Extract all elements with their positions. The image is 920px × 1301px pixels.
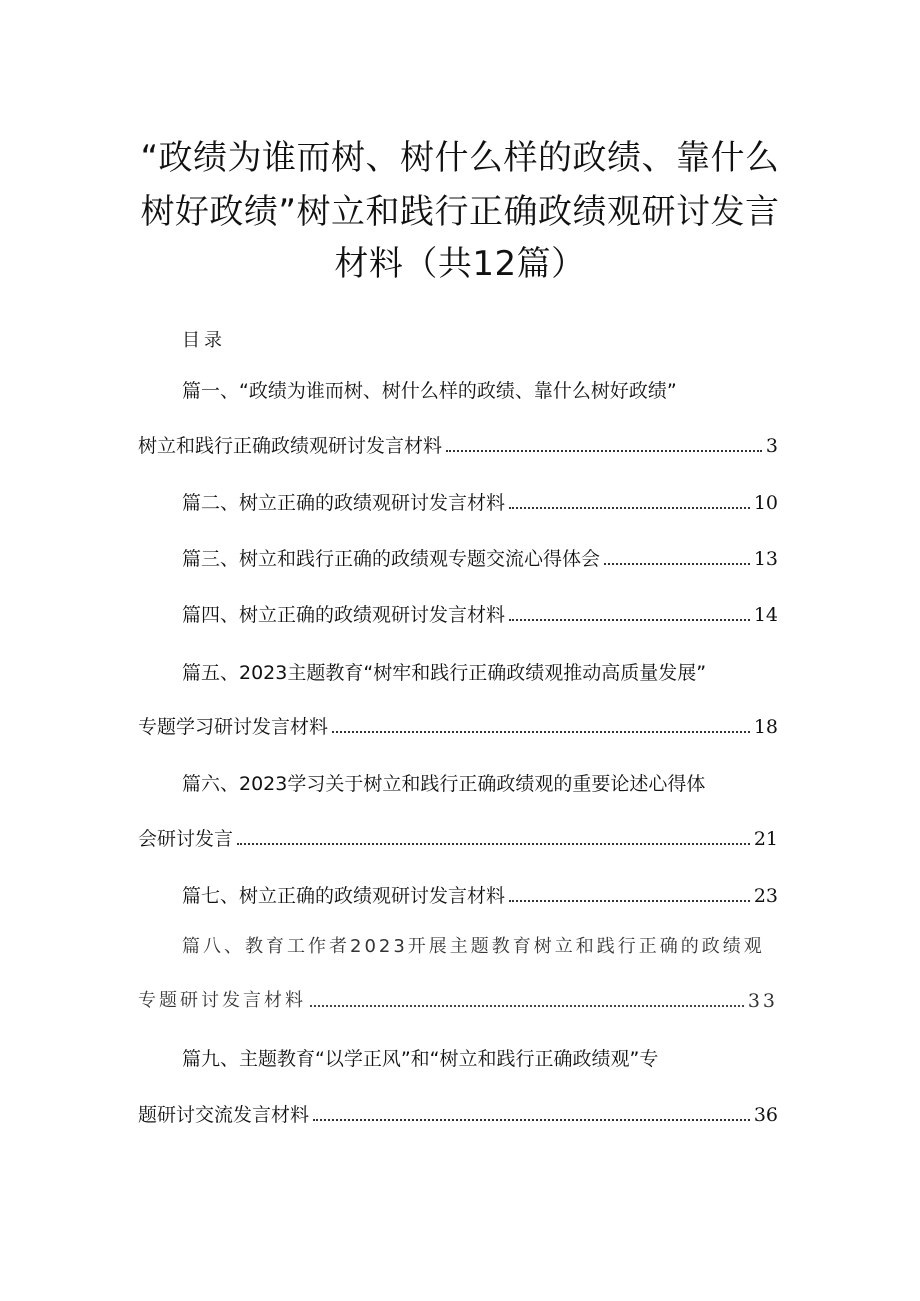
toc-leader-dots [313, 1119, 750, 1121]
toc-item-4-page: 14 [753, 604, 778, 626]
toc-item-2-text: 篇二、树立正确的政绩观研讨发言材料 [182, 492, 506, 514]
toc-item-9-line-2: 题研讨交流发言材料 [138, 1104, 310, 1126]
toc-item-8-line-2: 专题研讨发言材料 [138, 990, 306, 1011]
toc-item-6-line-2: 会研讨发言 [138, 828, 234, 850]
toc-item-8-line-1: 篇八、教育工作者2023开展主题教育树立和践行正确的政绩观 [182, 936, 765, 957]
toc-item-7-text: 篇七、树立正确的政绩观研讨发言材料 [182, 885, 506, 907]
toc-item-8[interactable] [138, 988, 778, 1014]
toc-item-5-line-1: 篇五、2023主题教育“树牢和践行正确政绩观推动高质量发展” [182, 662, 707, 684]
toc-heading: 目录 [182, 330, 226, 351]
toc-leader-dots [310, 1005, 744, 1007]
toc-item-7-page: 23 [753, 885, 778, 907]
toc-item-9-line-1: 篇九、主题教育“以学正风”和“树立和践行正确政绩观”专 [182, 1048, 659, 1070]
toc-item-6-line-1: 篇六、2023学习关于树立和践行正确政绩观的重要论述心得体 [182, 773, 706, 795]
toc-item-9[interactable] [138, 1102, 778, 1128]
document-title-line-1: “政绩为谁而树、树什么样的政绩、靠什么 [140, 138, 780, 178]
toc-item-1-line-2: 树立和践行正确政绩观研讨发言材料 [138, 435, 443, 457]
toc-item-9-page: 36 [753, 1104, 778, 1126]
toc-leader-dots [509, 900, 750, 902]
toc-leader-dots [332, 731, 750, 733]
document-title-line-2: 树好政绩”树立和践行正确政绩观研讨发言 [140, 192, 780, 232]
toc-item-8-page: 33 [747, 990, 778, 1012]
toc-leader-dots [604, 563, 750, 565]
toc-item-3-text: 篇三、树立和践行正确的政绩观专题交流心得体会 [182, 548, 601, 570]
toc-item-5-page: 18 [753, 716, 778, 738]
toc-item-3-page: 13 [753, 548, 778, 570]
toc-item-4[interactable] [182, 602, 778, 628]
toc-leader-dots [237, 843, 750, 845]
toc-item-1-page: 3 [765, 435, 778, 457]
toc-leader-dots [509, 507, 750, 509]
toc-item-6-page: 21 [753, 828, 778, 850]
toc-item-2[interactable] [182, 490, 778, 516]
toc-item-7[interactable] [182, 883, 778, 909]
document-title-line-3: 材料（共12篇） [334, 244, 586, 284]
toc-item-5-line-2: 专题学习研讨发言材料 [138, 716, 329, 738]
toc-item-1[interactable] [138, 433, 778, 459]
toc-item-1-line-1: 篇一、“政绩为谁而树、树什么样的政绩、靠什么树好政绩” [182, 380, 677, 402]
toc-leader-dots [446, 450, 762, 452]
toc-item-3[interactable] [182, 546, 778, 572]
toc-item-2-page: 10 [753, 492, 778, 514]
toc-item-5[interactable] [138, 714, 778, 740]
toc-item-4-text: 篇四、树立正确的政绩观研讨发言材料 [182, 604, 506, 626]
toc-leader-dots [509, 619, 750, 621]
toc-item-6[interactable] [138, 826, 778, 852]
